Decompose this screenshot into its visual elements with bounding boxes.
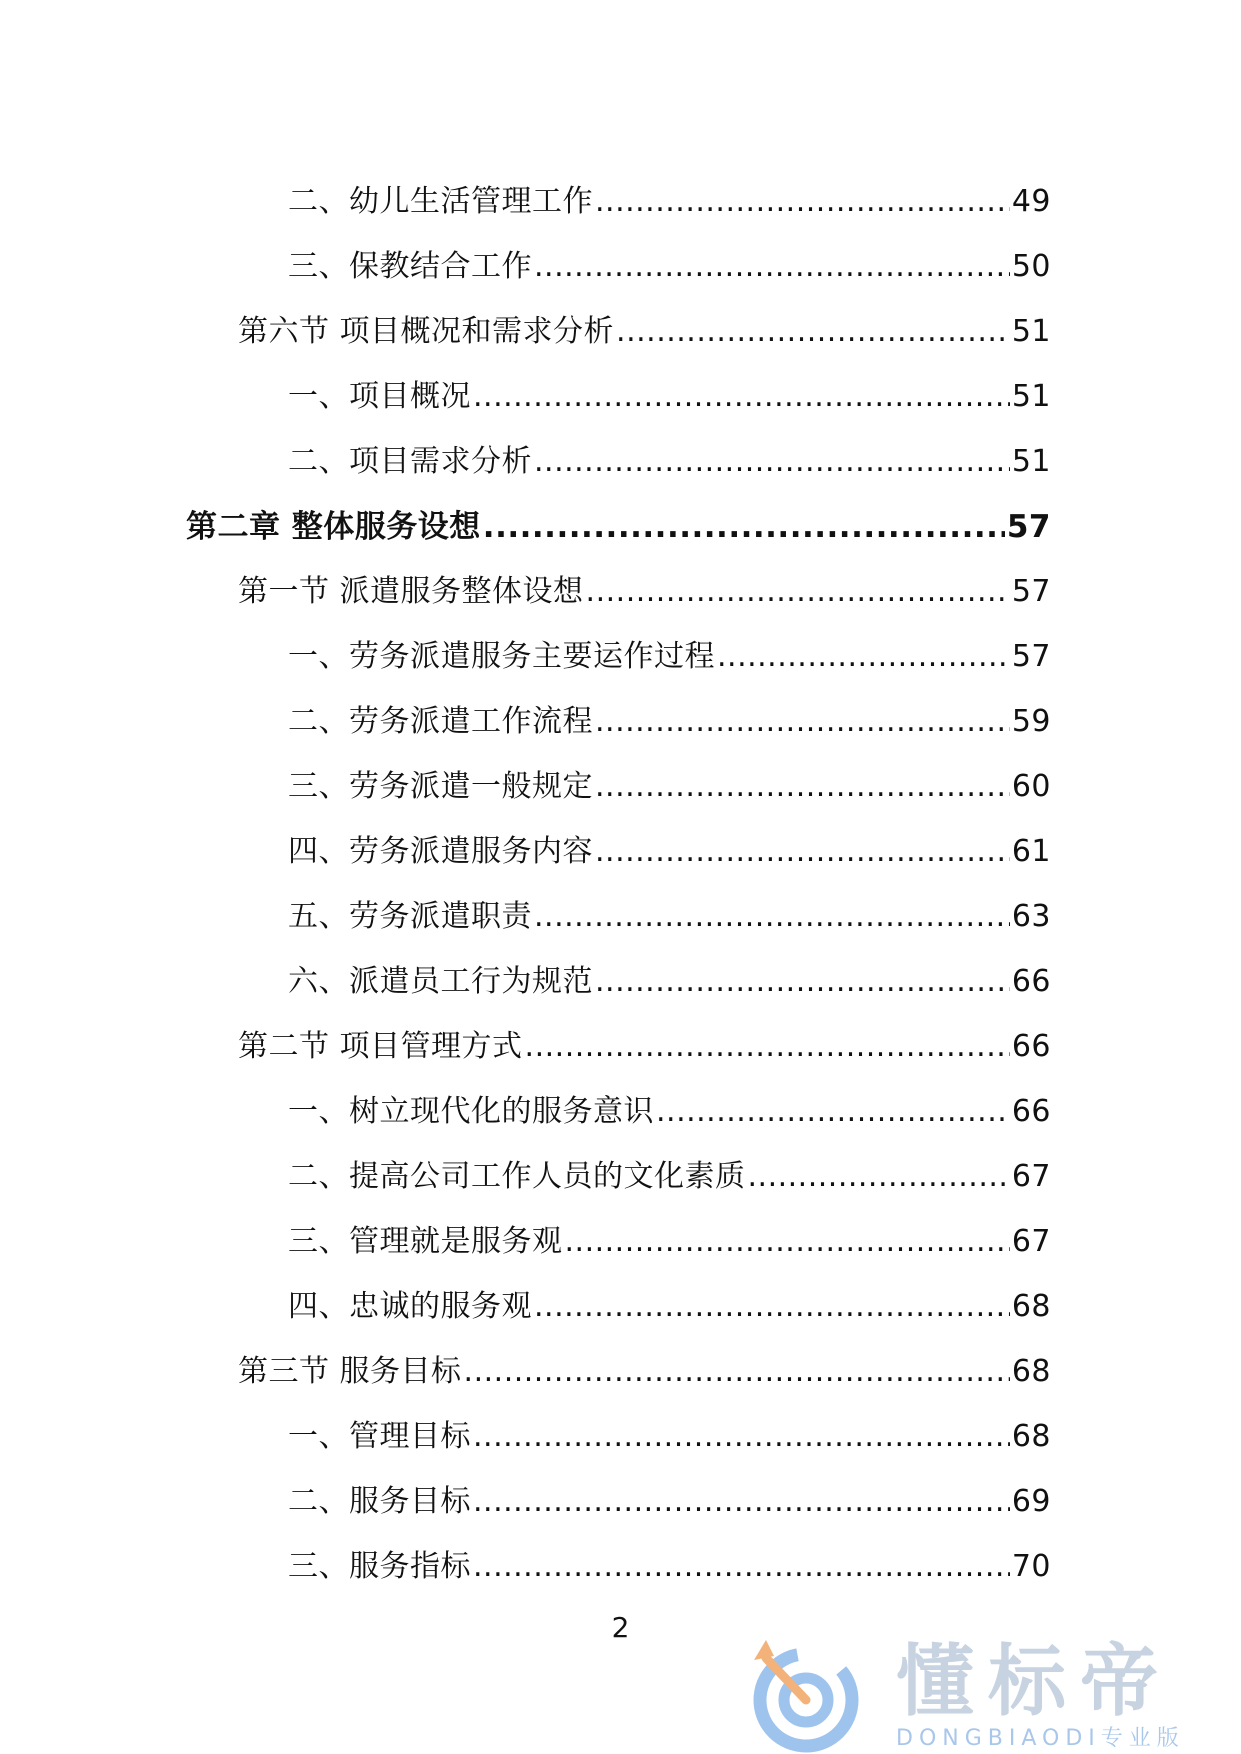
toc-entry-page: 51 (1011, 314, 1051, 349)
toc-dot-leader (595, 834, 1010, 874)
toc-dot-leader (483, 509, 1005, 549)
toc-entry-label: 第三节 服务目标 (238, 1354, 462, 1389)
toc-dot-leader (717, 639, 1010, 679)
toc-entry-page: 57 (1011, 574, 1051, 609)
toc-entry[interactable] (0, 1199, 1241, 1264)
toc-entry-page: 50 (1011, 249, 1051, 284)
toc-dot-leader (586, 574, 1010, 614)
toc-entry-page: 59 (1011, 704, 1051, 739)
toc-entry-label: 第一节 派遣服务整体设想 (238, 574, 584, 609)
toc-dot-leader (473, 1484, 1010, 1524)
toc-entry[interactable] (0, 549, 1241, 614)
toc-entry-label: 六、派遣员工行为规范 (288, 964, 593, 999)
toc-entry-page: 70 (1011, 1549, 1051, 1584)
watermark (744, 1630, 1224, 1754)
toc-entry-label: 三、服务指标 (288, 1549, 471, 1584)
toc-entry[interactable] (0, 354, 1241, 419)
toc-entry[interactable] (0, 159, 1241, 224)
toc-entry-page: 61 (1011, 834, 1051, 869)
toc-entry-label: 二、项目需求分析 (288, 444, 532, 479)
toc-dot-leader (534, 899, 1010, 939)
toc-entry-page: 67 (1011, 1159, 1051, 1194)
toc-entry-label: 一、劳务派遣服务主要运作过程 (288, 639, 715, 674)
page-number: 2 (611, 1611, 630, 1644)
toc-entry-page: 63 (1011, 899, 1051, 934)
toc-entry-page: 49 (1011, 184, 1051, 219)
toc-entry-label: 一、树立现代化的服务意识 (288, 1094, 654, 1129)
toc-entry-label: 一、管理目标 (288, 1419, 471, 1454)
toc-entry[interactable] (0, 1134, 1241, 1199)
toc-dot-leader (473, 1419, 1010, 1459)
toc-entry-page: 51 (1011, 379, 1051, 414)
toc-entry-page: 51 (1011, 444, 1051, 479)
toc-entry-label: 三、管理就是服务观 (288, 1224, 563, 1259)
toc-entry[interactable] (0, 874, 1241, 939)
toc-entry[interactable] (0, 744, 1241, 809)
toc-entry-label: 四、忠诚的服务观 (288, 1289, 532, 1324)
watermark-title: 懂标帝 (896, 1637, 1173, 1727)
target-logo-icon (744, 1630, 874, 1754)
toc-entry[interactable] (0, 1459, 1241, 1524)
watermark-subtitle: DONGBIAODI专业版 (896, 1726, 1185, 1751)
toc-entry-label: 三、劳务派遣一般规定 (288, 769, 593, 804)
table-of-contents (0, 159, 1241, 1589)
toc-entry-page: 68 (1011, 1354, 1051, 1389)
toc-entry-page: 60 (1011, 769, 1051, 804)
toc-entry[interactable] (0, 939, 1241, 1004)
toc-entry-label: 一、项目概况 (288, 379, 471, 414)
toc-entry[interactable] (0, 1394, 1241, 1459)
toc-dot-leader (534, 444, 1010, 484)
toc-entry-label: 二、幼儿生活管理工作 (288, 184, 593, 219)
toc-entry-page: 66 (1011, 1029, 1051, 1064)
toc-dot-leader (595, 964, 1010, 1004)
toc-entry-label: 第六节 项目概况和需求分析 (238, 314, 615, 349)
toc-dot-leader (525, 1029, 1010, 1069)
toc-entry-page: 57 (1011, 639, 1051, 674)
toc-entry[interactable] (0, 289, 1241, 354)
toc-entry[interactable] (0, 1329, 1241, 1394)
toc-dot-leader (656, 1094, 1010, 1134)
toc-entry[interactable] (0, 1069, 1241, 1134)
toc-entry-label: 三、保教结合工作 (288, 249, 532, 284)
toc-dot-leader (595, 769, 1010, 809)
toc-entry-label: 第二章 整体服务设想 (186, 509, 481, 545)
toc-entry[interactable] (0, 1524, 1241, 1589)
toc-entry[interactable] (0, 809, 1241, 874)
toc-dot-leader (565, 1224, 1010, 1264)
toc-dot-leader (595, 184, 1010, 224)
toc-entry-page: 57 (1006, 509, 1051, 545)
toc-dot-leader (595, 704, 1010, 744)
toc-entry[interactable] (0, 224, 1241, 289)
toc-dot-leader (473, 1549, 1010, 1589)
toc-entry[interactable] (0, 419, 1241, 484)
toc-chapter-entry[interactable] (0, 484, 1241, 549)
toc-entry-page: 67 (1011, 1224, 1051, 1259)
toc-dot-leader (748, 1159, 1010, 1199)
toc-entry-page: 69 (1011, 1484, 1051, 1519)
toc-dot-leader (534, 249, 1010, 289)
toc-dot-leader (464, 1354, 1010, 1394)
toc-entry-page: 68 (1011, 1419, 1051, 1454)
toc-entry-page: 66 (1011, 1094, 1051, 1129)
toc-entry-page: 68 (1011, 1289, 1051, 1324)
toc-entry-label: 四、劳务派遣服务内容 (288, 834, 593, 869)
toc-entry[interactable] (0, 1264, 1241, 1329)
toc-entry-label: 二、服务目标 (288, 1484, 471, 1519)
toc-entry[interactable] (0, 679, 1241, 744)
toc-entry-page: 66 (1011, 964, 1051, 999)
toc-entry-label: 第二节 项目管理方式 (238, 1029, 523, 1064)
toc-dot-leader (473, 379, 1010, 419)
toc-entry-label: 五、劳务派遣职责 (288, 899, 532, 934)
toc-dot-leader (616, 314, 1010, 354)
toc-entry-label: 二、提高公司工作人员的文化素质 (288, 1159, 746, 1194)
toc-entry[interactable] (0, 1004, 1241, 1069)
toc-dot-leader (534, 1289, 1010, 1329)
toc-entry-label: 二、劳务派遣工作流程 (288, 704, 593, 739)
toc-entry[interactable] (0, 614, 1241, 679)
